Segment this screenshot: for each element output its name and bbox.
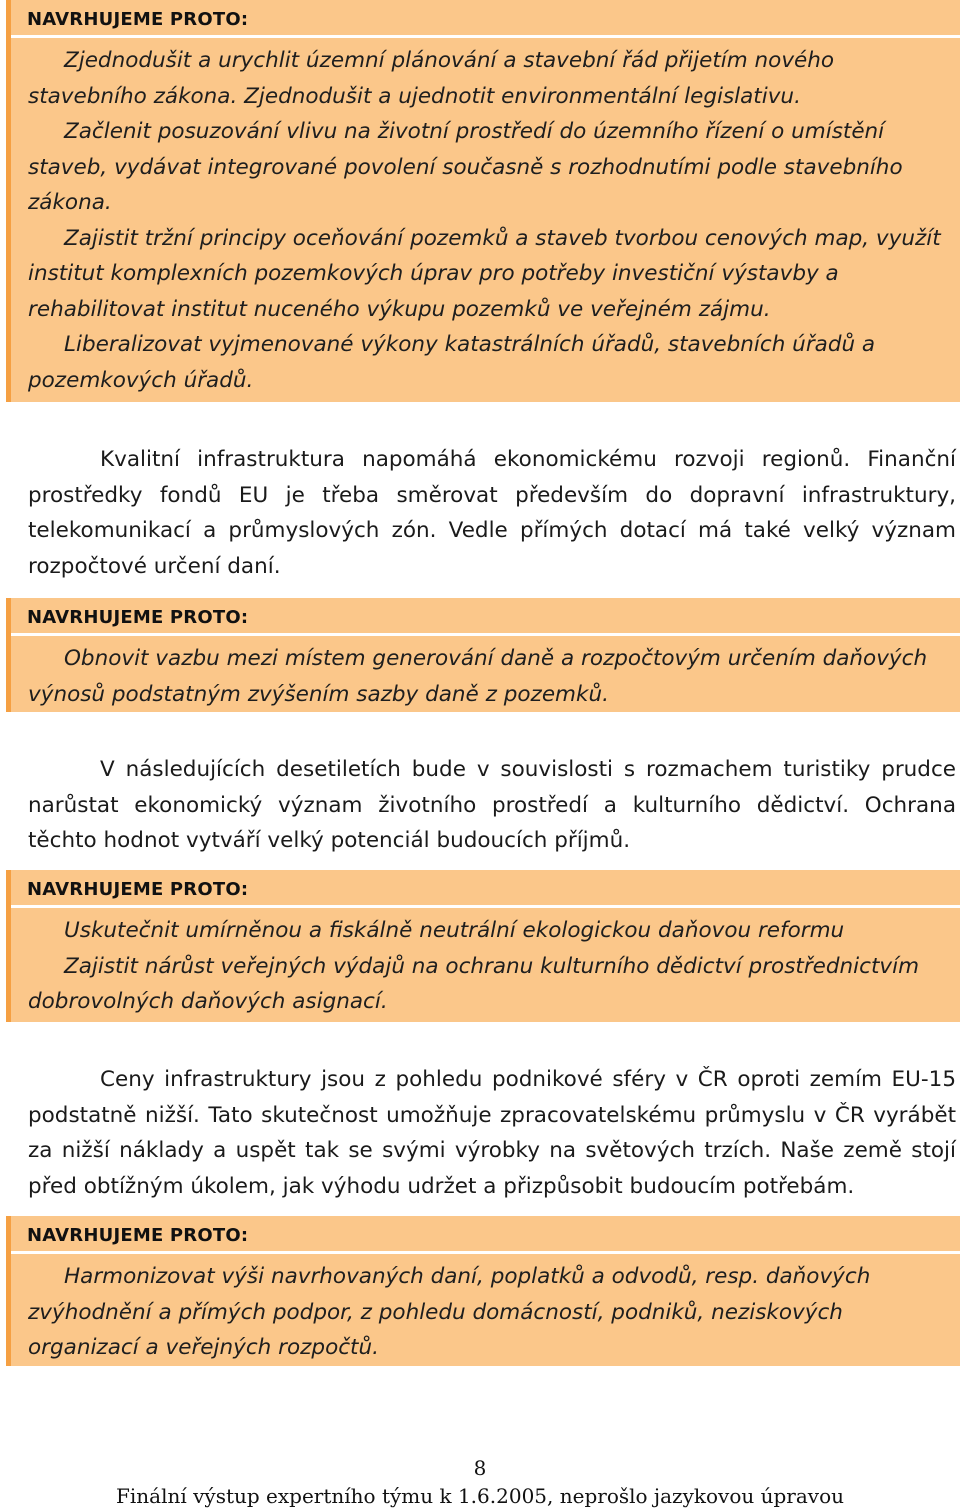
proposal-box-4 (6, 1216, 960, 1366)
body-paragraph-text: V následujících desetiletích bude v souvislosti s rozmachem turistiky prudce narůstat ekonomický význam životního prostředí a kulturního dědictví. Ochrana těchto hodnot vytváří velký potenciál budoucích příjmů. (28, 757, 956, 853)
proposal-item: Obnovit vazbu mezi místem generování daně a rozpočtovým určením daňových výnosů podstatným zvýšením sazby daně z pozemků. (28, 646, 928, 707)
proposal-item: Zajistit nárůst veřejných výdajů na ochranu kulturního dědictví prostřednictvím dobrovolných daňových asignací. (28, 953, 920, 1014)
proposal-item: Zajistit tržní principy oceňování pozemků a staveb tvorbou cenových map, využít institut komplexních pozemkových úprav pro potřeby investiční výstavby a rehabilitovat institut nuceného výkupu pozemků ve veřejném zájmu. (28, 225, 941, 322)
proposal-item: Harmonizovat výši navrhovaných daní, poplatků a odvodů, resp. daňových zvýhodnění a přímých podpor, z pohledu domácností, podniků, neziskových organizací a veřejných rozpočtů. (28, 1264, 871, 1360)
proposal-box-body (28, 641, 952, 712)
body-paragraph-text: Kvalitní infrastruktura napomáhá ekonomickému rozvoji regionů. Finanční prostředky fondů EU je třeba směrovat především do dopravní infrastruktury, telekomunikací a průmyslových zón. Vedle přímých dotací má také velký význam rozpočtové určení daní. (28, 447, 956, 579)
proposal-box-header (11, 870, 960, 908)
proposal-box-title: NAVRHUJEME PROTO: (27, 879, 249, 900)
proposal-box-body (28, 913, 952, 1020)
proposal-box-1 (6, 0, 960, 402)
proposal-box-3 (6, 870, 960, 1022)
proposal-box-title: NAVRHUJEME PROTO: (27, 607, 249, 628)
body-paragraph (28, 1062, 956, 1204)
proposal-item: Uskutečnit umírněnou a fiskálně neutrální ekologickou daňovou reformu (64, 918, 845, 943)
page-footer: Finální výstup expertního týmu k 1.6.2005, neprošlo jazykovou úpravou (115, 1484, 845, 1508)
proposal-box-header (11, 1216, 960, 1254)
body-paragraph (28, 752, 956, 859)
proposal-box-2 (6, 598, 960, 712)
proposal-box-body (28, 1259, 952, 1366)
proposal-box-title: NAVRHUJEME PROTO: (27, 9, 249, 30)
proposal-box-body (28, 43, 952, 398)
page-number: 8 (473, 1456, 487, 1480)
proposal-box-title: NAVRHUJEME PROTO: (27, 1225, 249, 1246)
proposal-item: Liberalizovat vyjmenované výkony katastrálních úřadů, stavebních úřadů a pozemkových úřadů. (28, 332, 876, 393)
body-paragraph (28, 442, 956, 584)
proposal-box-header (11, 598, 960, 636)
proposal-item: Začlenit posuzování vlivu na životní prostředí do územního řízení o umístění staveb, vydávat integrované povolení současně s rozhodnutími podle stavebního zákona. (28, 119, 903, 215)
body-paragraph-text: Ceny infrastruktury jsou z pohledu podnikové sféry v ČR oproti zemím EU-15 podstatně nižší. Tato skutečnost umožňuje zpracovatelskému průmyslu v ČR vyrábět za nižší náklady a uspět tak se svými výrobky na světových trzích. Naše země stojí před obtížným úkolem, jak výhodu udržet a přizpůsobit budoucím potřebám. (28, 1067, 956, 1199)
proposal-box-header (11, 0, 960, 38)
proposal-item: Zjednodušit a urychlit územní plánování a stavební řád přijetím nového stavebního zákona. Zjednodušit a ujednotit environmentální legislativu. (28, 48, 835, 109)
